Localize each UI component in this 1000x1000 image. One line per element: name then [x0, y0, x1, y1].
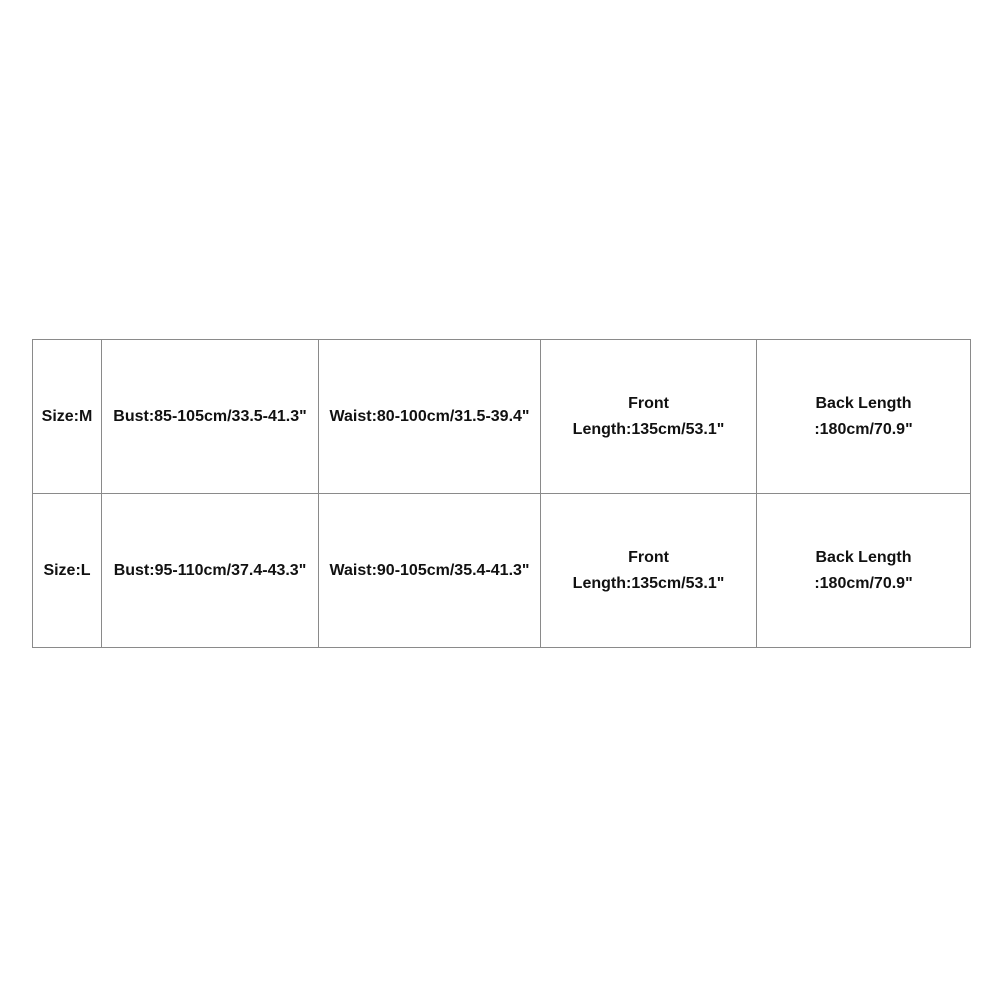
bust-cell: Bust:85-105cm/33.5-41.3": [102, 340, 319, 494]
size-cell: Size:M: [33, 340, 102, 494]
back-length-cell: Back Length :180cm/70.9": [757, 340, 971, 494]
waist-cell: Waist:90-105cm/35.4-41.3": [319, 494, 541, 648]
table-row: [33, 494, 971, 648]
front-length-cell: Front Length:135cm/53.1": [541, 340, 757, 494]
back-length-cell: Back Length :180cm/70.9": [757, 494, 971, 648]
front-length-cell: Front Length:135cm/53.1": [541, 494, 757, 648]
bust-cell: Bust:95-110cm/37.4-43.3": [102, 494, 319, 648]
waist-cell: Waist:80-100cm/31.5-39.4": [319, 340, 541, 494]
size-chart-table: [32, 339, 971, 648]
table-row: [33, 340, 971, 494]
size-cell: Size:L: [33, 494, 102, 648]
